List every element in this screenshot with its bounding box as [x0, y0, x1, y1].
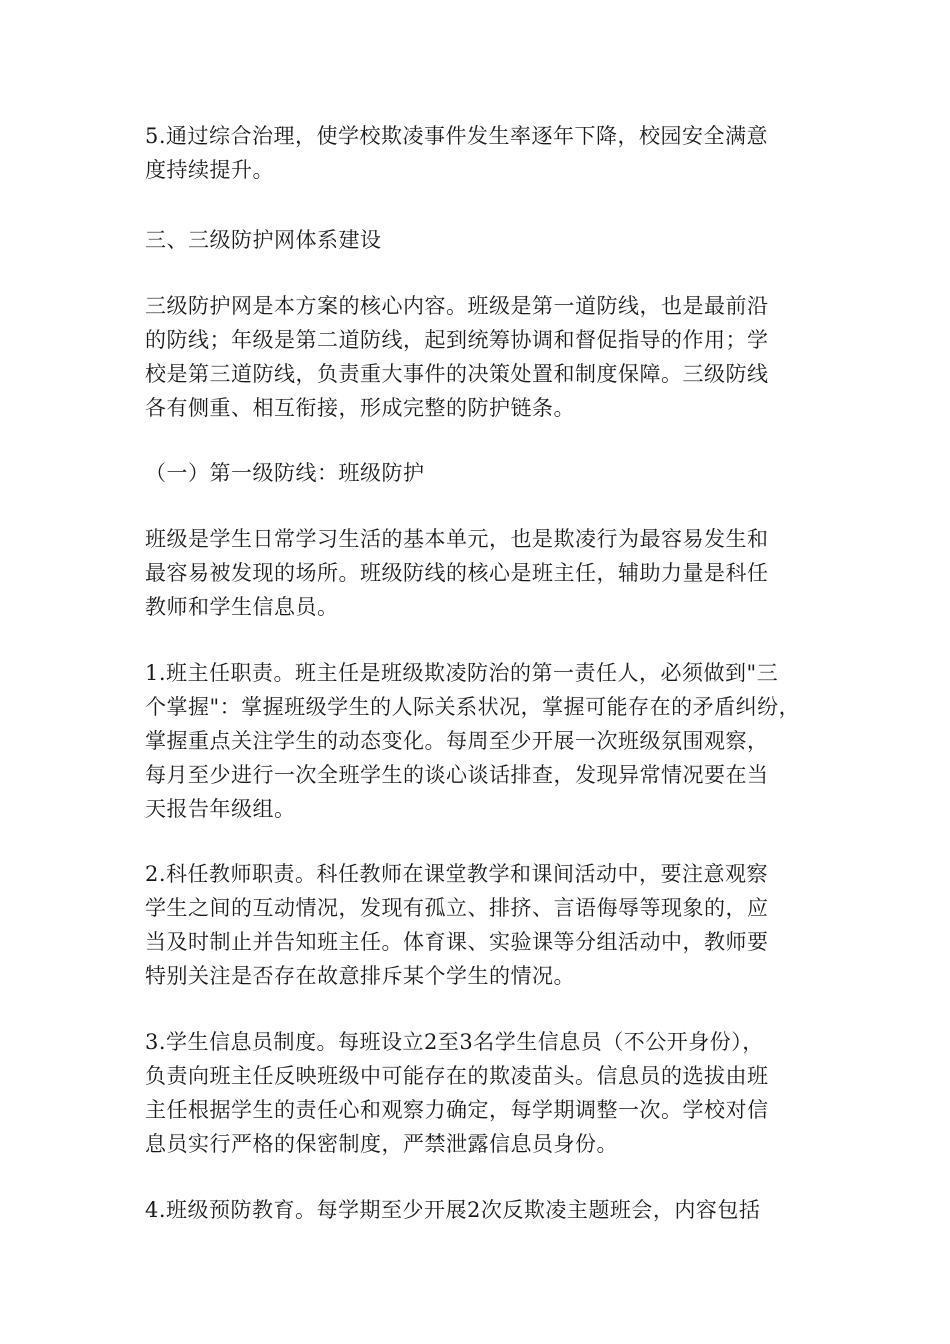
list-item-class-prevention-education: 4.班级预防教育。每学期至少开展2次反欺凌主题班会，内容包括 — [145, 1198, 761, 1222]
paragraph-network-intro: 三级防护网是本方案的核心内容。班级是第一道防线，也是最前沿 的防线；年级是第二道防线，起到统筹协调和督促指导的作用；学 校是第三道防线，负责重大事件的决策处置和制度保障。三级防线 各有侧重、相互衔接，形成完整的防护链条。 — [145, 294, 769, 420]
list-item-subject-teacher-duties: 2.科任教师职责。科任教师在课堂教学和课间活动中，要注意观察 学生之间的互动情况，发现有孤立、排挤、言语侮辱等现象的，应 当及时制止并告知班主任。体育课、实验课等分组活动中，教师要 特别关注是否存在故意排斥某个学生的情况。 — [145, 862, 769, 988]
paragraph-class-defense-intro: 班级是学生日常学习生活的基本单元，也是欺凌行为最容易发生和 最容易被发现的场所。班级防线的核心是班主任，辅助力量是科任 教师和学生信息员。 — [145, 527, 769, 619]
section-heading-three-level-network: 三、三级防护网体系建设 — [145, 228, 382, 252]
subsection-heading-class-defense: （一）第一级防线：班级防护 — [145, 461, 425, 485]
list-item-student-informant-system: 3.学生信息员制度。每班设立2至3名学生信息员（不公开身份）， 负责向班主任反映班级中可能存在的欺凌苗头。信息员的选拔由班 主任根据学生的责任心和观察力确定，每学期调整一次。学校对信 息员实行严格的保密制度，严禁泄露信息员身份。 — [145, 1030, 769, 1156]
paragraph-goal-5: 5.通过综合治理，使学校欺凌事件发生率逐年下降，校园安全满意 度持续提升。 — [145, 124, 769, 182]
list-item-head-teacher-duties: 1.班主任职责。班主任是班级欺凌防治的第一责任人，必须做到"三 个掌握"：掌握班级学生的人际关系状况，掌握可能存在的矛盾纠纷， 掌握重点关注学生的动态变化。每周至少开展一次班级氛围观察， 每月至少进行一次全班学生的谈心谈话排查，发现异常情况要在当 天报告年级组。 — [145, 661, 801, 821]
